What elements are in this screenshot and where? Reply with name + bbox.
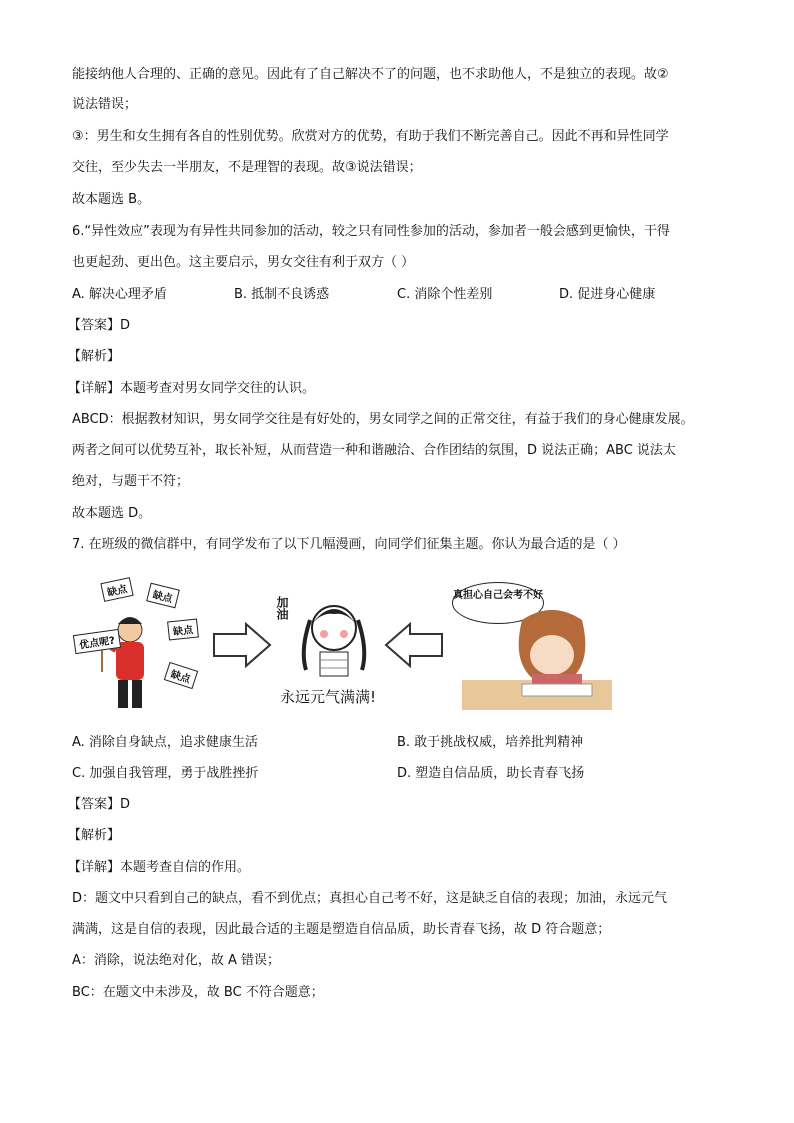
flaw-note: 缺点 <box>164 662 198 689</box>
explanation-line: 绝对，与题干不符； <box>72 474 190 489</box>
arrow-right-icon <box>212 622 272 668</box>
flaw-note: 缺点 <box>167 618 199 640</box>
comic-figure <box>72 572 612 722</box>
question-6-stem: 也更起劲、更出色。这主要启示，男女交往有利于双方（ ） <box>72 255 415 270</box>
flaw-note: 缺点 <box>146 583 180 609</box>
q6-option-b: B. 抵制不良诱惑 <box>234 287 330 302</box>
detail-label: 【详解】本题考查自信的作用。 <box>68 860 251 875</box>
arrow-left-icon <box>384 622 444 668</box>
q7-option-d: D. 塑造自信品质，助长青春飞扬 <box>397 766 585 781</box>
comic-panel-man <box>72 572 202 722</box>
worry-bubble: 真担心自己会考不好 <box>452 582 544 624</box>
explanation-line: 两者之间可以优势互补，取长补短，从而营造一种和谐融洽、合作团结的氛围，D 说法正确；ABC 说法太 <box>72 443 676 458</box>
sign-board: 优点呢? <box>73 629 121 654</box>
q6-option-a: A. 解决心理矛盾 <box>72 287 167 302</box>
comic-panel-girl <box>272 590 392 710</box>
answer-label: 【答案】D <box>68 797 131 812</box>
q6-option-d: D. 促进身心健康 <box>559 287 656 302</box>
text-line: ③：男生和女生拥有各自的性别优势。欣赏对方的优势，有助于我们不断完善自己。因此不再和异性同学 <box>72 129 669 144</box>
explanation-line: BC：在题文中未涉及，故 BC 不符合题意； <box>72 985 324 1000</box>
q7-option-b: B. 敢于挑战权威，培养批判精神 <box>397 735 584 750</box>
question-6-stem: 6.“异性效应”表现为有异性共同参加的活动，较之只有同性参加的活动，参加者一般会感到更愉快，干得 <box>72 224 670 239</box>
girl-caption: 永远元气满满! <box>280 688 377 706</box>
answer-label: 【答案】D <box>68 318 131 333</box>
analysis-label: 【解析】 <box>68 828 121 843</box>
explanation-line: 故本题选 D。 <box>72 506 152 521</box>
question-7-stem: 7. 在班级的微信群中，有同学发布了以下几幅漫画，向同学们征集主题。你认为最合适的是（ ） <box>72 537 626 552</box>
student-illustration <box>462 600 612 710</box>
explanation-line: D：题文中只看到自己的缺点，看不到优点；真担心自己考不好，这是缺乏自信的表现；加油，永远元气 <box>72 891 668 906</box>
text-line: 故本题选 B。 <box>72 192 151 207</box>
text-line: 说法错误； <box>72 97 138 112</box>
comic-panel-student <box>452 572 612 712</box>
explanation-line: A：消除，说法绝对化，故 A 错误； <box>72 953 281 968</box>
flaw-note: 缺点 <box>100 577 133 602</box>
text-line: 交往，至少失去一半朋友，不是理智的表现。故③说法错误； <box>72 160 422 175</box>
q7-option-c: C. 加强自我管理，勇于战胜挫折 <box>72 766 259 781</box>
q7-option-a: A. 消除自身缺点，追求健康生活 <box>72 735 258 750</box>
detail-label: 【详解】本题考查对男女同学交往的认识。 <box>68 381 316 396</box>
cheer-text: 加油 <box>275 596 289 620</box>
analysis-label: 【解析】 <box>68 349 121 364</box>
explanation-line: ABCD：根据教材知识，男女同学交往是有好处的，男女同学之间的正常交往，有益于我们的身心健康发展。 <box>72 412 694 427</box>
q6-option-c: C. 消除个性差别 <box>397 287 493 302</box>
explanation-line: 满满，这是自信的表现，因此最合适的主题是塑造自信品质，助长青春飞扬，故 D 符合题意； <box>72 922 611 937</box>
text-line: 能接纳他人合理的、正确的意见。因此有了自己解决不了的问题，也不求助他人，不是独立的表现。故② <box>72 67 669 82</box>
